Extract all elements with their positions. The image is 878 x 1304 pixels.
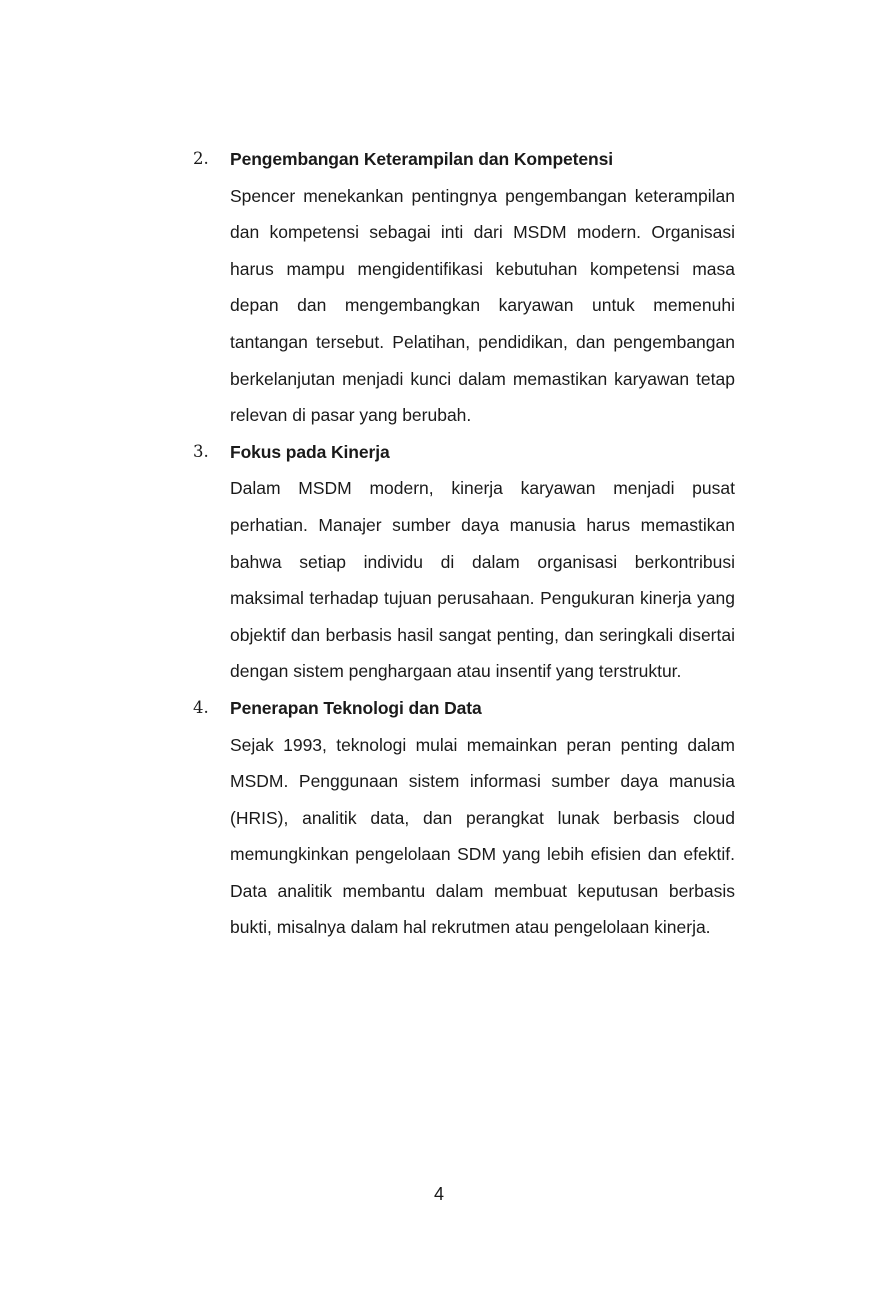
numbered-list (193, 141, 735, 946)
list-item-number: 4. (193, 697, 209, 717)
list-item-number: 3. (193, 441, 209, 461)
list-item (193, 434, 735, 690)
list-item-heading: Penerapan Teknologi dan Data (230, 697, 482, 718)
list-item-paragraph: Spencer menekankan pentingnya pengembangan keterampilan dan kompetensi sebagai inti dari MSDM modern. Organisasi harus mampu mengidentifikasi kebutuhan kompetensi masa depan dan mengembangkan karyawan untuk memenuhi tantangan tersebut. Pelatihan, pendidikan, dan pengembangan berkelanjutan menjadi kunci dalam memastikan karyawan tetap relevan di pasar yang berubah. (230, 185, 735, 426)
list-item (193, 141, 735, 434)
list-item-number: 2. (193, 149, 209, 168)
list-item-heading: Fokus pada Kinerja (230, 441, 390, 462)
list-item-heading: Pengembangan Keterampilan dan Kompetensi (230, 149, 614, 169)
page-number: 4 (433, 1184, 444, 1204)
list-item-paragraph: Sejak 1993, teknologi mulai memainkan peran penting dalam MSDM. Penggunaan sistem informasi sumber daya manusia (HRIS), analitik data, dan perangkat lunak berbasis cloud memungkinkan pengelolaan SDM yang lebih efisien dan efektif. Data analitik membantu dalam membuat keputusan berbasis bukti, misalnya dalam hal rekrutmen atau pengelolaan kinerja. (230, 734, 735, 938)
list-item (193, 690, 735, 946)
list-item-paragraph: Dalam MSDM modern, kinerja karyawan menjadi pusat perhatian. Manajer sumber daya manusia harus memastikan bahwa setiap individu di dalam organisasi berkontribusi maksimal terhadap tujuan perusahaan. Pengukuran kinerja yang objektif dan berbasis hasil sangat penting, dan seringkali disertai dengan sistem penghargaan atau insentif yang terstruktur. (230, 478, 735, 682)
